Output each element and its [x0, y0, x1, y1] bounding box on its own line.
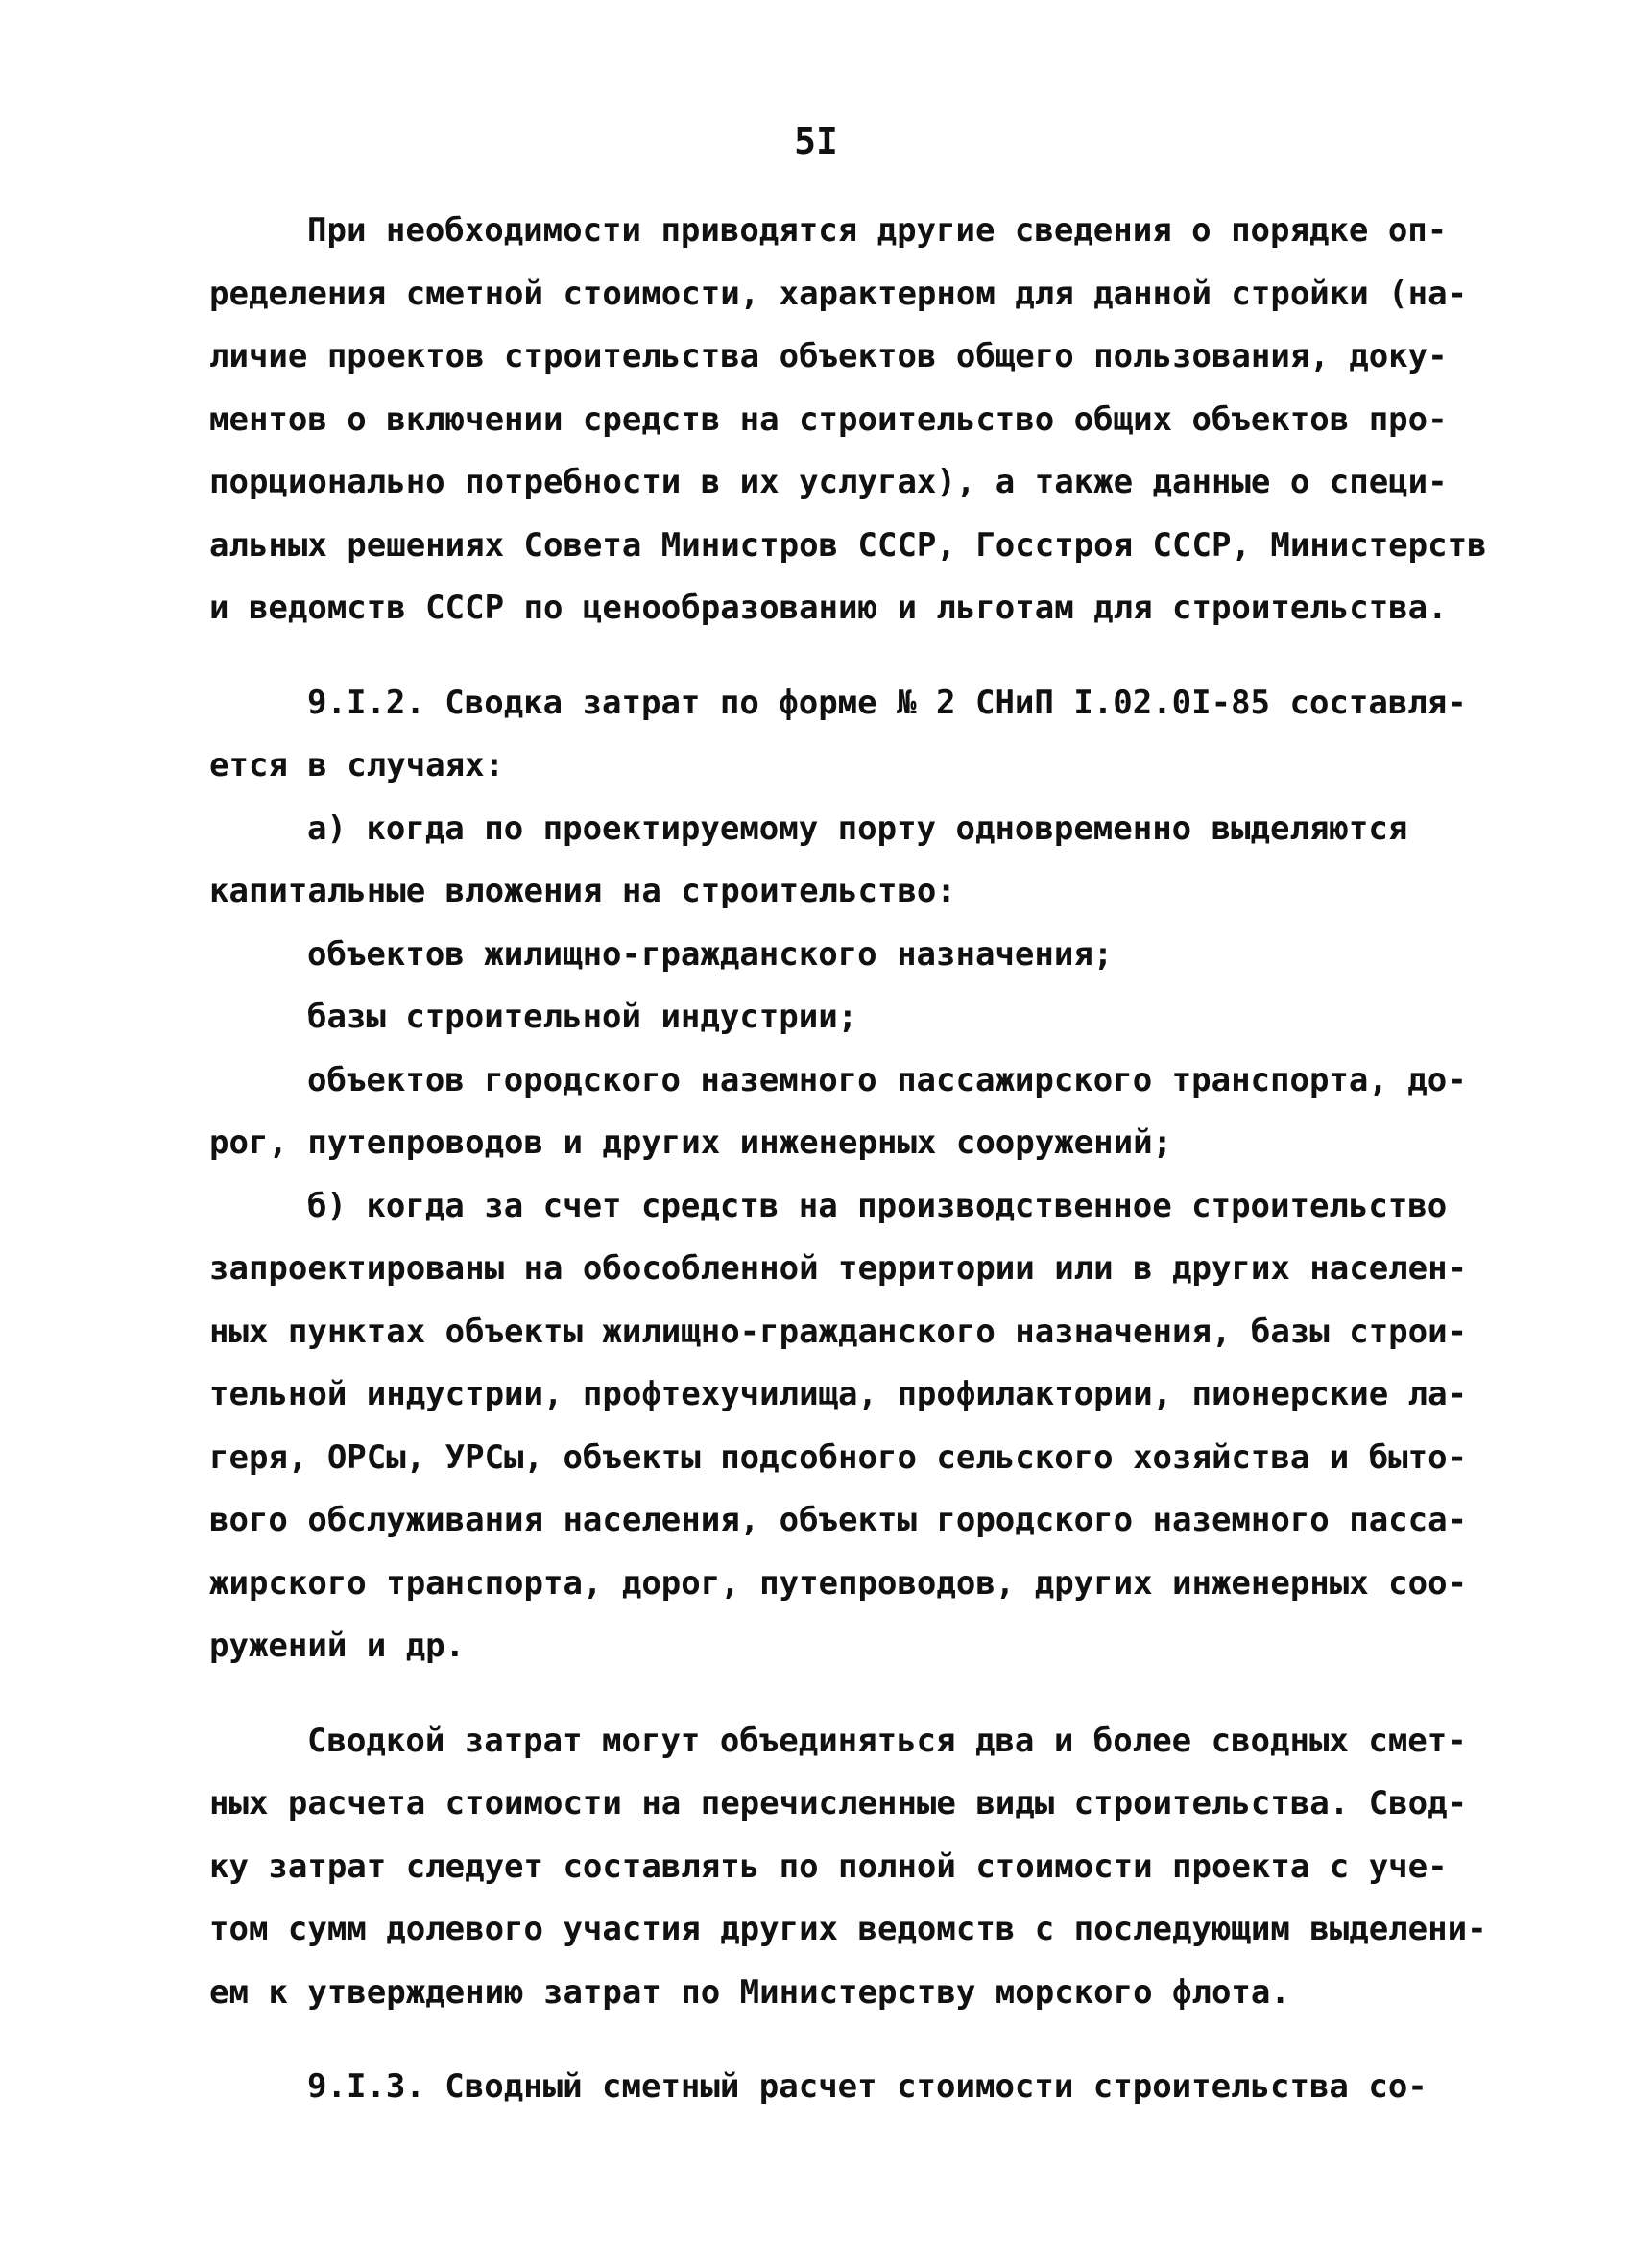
text-line: ределения сметной стоимости, характерном для данной стройки (на-: [209, 274, 1468, 313]
text-line: ных пунктах объекты жилищно-гражданского назначения, базы строи-: [209, 1312, 1468, 1351]
text-line: вого обслуживания населения, объекты городского наземного пасса-: [209, 1501, 1468, 1539]
text-line: порционально потребности в их услугах), а также данные о специ-: [209, 463, 1448, 501]
page-number: 5I: [794, 120, 838, 162]
text-line: альных решениях Совета Министров СССР, Госстроя СССР, Министерств: [209, 525, 1487, 565]
list-item: объектов городского наземного пассажирского транспорта, до-: [307, 1060, 1467, 1099]
paragraph-gap: [209, 1678, 1448, 1710]
section-9-1-2: [209, 672, 1468, 1678]
text-line: капитальные вложения на строительство:: [209, 872, 956, 910]
text-line: ных расчета стоимости на перечисленные виды строительства. Свод-: [209, 1784, 1468, 1822]
paragraph-gap: [209, 640, 1448, 672]
text-line: том сумм долевого участия других ведомств с последующим выделени-: [209, 1910, 1487, 1948]
text-line: геря, ОРСы, УРСы, объекты подсобного сельского хозяйства и быто-: [209, 1437, 1468, 1477]
text-line: 9.I.3. Сводный сметный расчет стоимости строительства со-: [307, 2067, 1428, 2106]
text-line: запроектированы на обособленной территории или в других населен-: [209, 1249, 1468, 1288]
body-text: [209, 200, 1487, 2119]
text-line: ментов о включении средств на строительство общих объектов про-: [209, 399, 1448, 439]
text-line: а) когда по проектируемому порту одновременно выделяются: [307, 808, 1408, 848]
text-line: жирского транспорта, дорог, путепроводов, других инженерных соо-: [209, 1563, 1468, 1603]
text-line: Сводкой затрат могут объединяться два и более сводных смет-: [307, 1721, 1467, 1760]
text-line: ем к утверждению затрат по Министерству морского флота.: [209, 1972, 1290, 2012]
text-line: ружений и др.: [209, 1627, 466, 1665]
paragraph-intro: [209, 200, 1487, 640]
paragraph-summary: [209, 1710, 1487, 2025]
text-line: и ведомств СССР по ценообразованию и льготам для строительства.: [209, 589, 1448, 627]
text-line: личие проектов строительства объектов общего пользования, доку-: [209, 337, 1448, 375]
text-line: ку затрат следует составлять по полной стоимости проекта с уче-: [209, 1846, 1448, 1886]
list-item: объектов жилищно-гражданского назначения;: [307, 934, 1114, 974]
text-line: тельной индустрии, профтехучилища, профилактории, пионерские ла-: [209, 1375, 1468, 1413]
text-line: б) когда за счет средств на производственное строительство: [307, 1186, 1448, 1225]
list-item: базы строительной индустрии;: [307, 998, 858, 1036]
text-line: При необходимости приводятся другие сведения о порядке оп-: [307, 211, 1448, 250]
section-9-1-3: [209, 2056, 1448, 2119]
text-line: ется в случаях:: [209, 746, 505, 784]
paragraph-gap: [209, 2024, 1448, 2056]
text-line: рог, путепроводов и других инженерных сооружений;: [209, 1123, 1173, 1162]
text-line: 9.I.2. Сводка затрат по форме № 2 СНиП I.02.0I-85 составля-: [307, 683, 1467, 722]
